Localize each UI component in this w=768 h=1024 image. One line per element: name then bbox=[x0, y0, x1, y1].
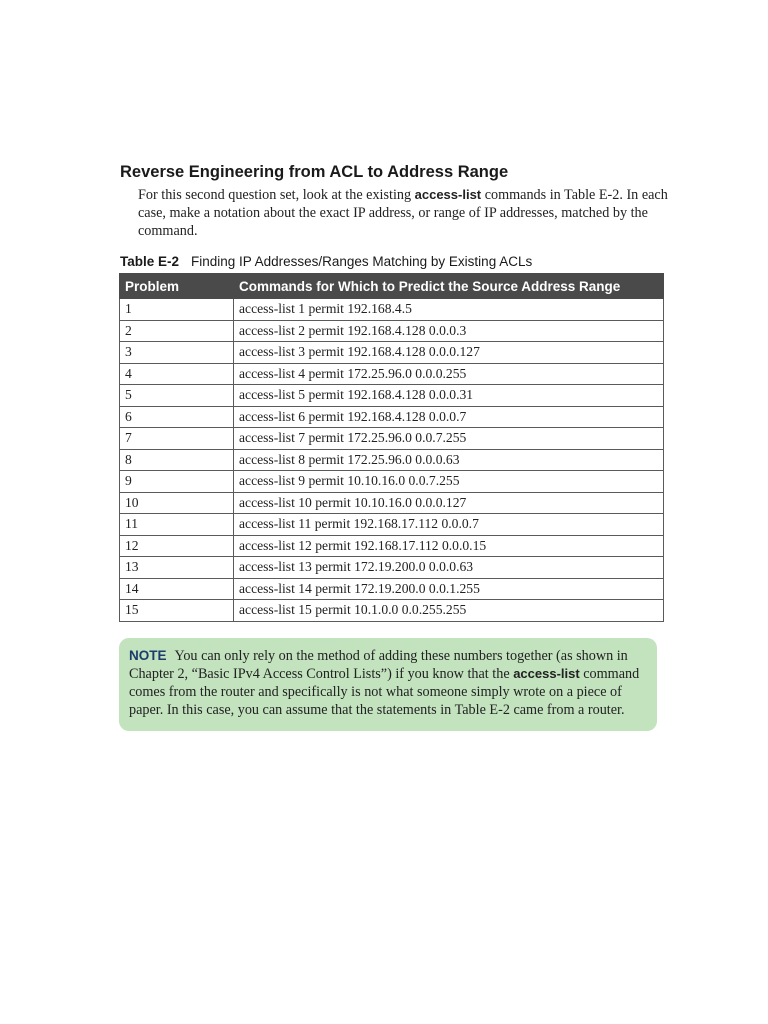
table-row bbox=[120, 492, 664, 514]
problem-number-cell: 7 bbox=[120, 428, 234, 450]
problem-number-cell: 4 bbox=[120, 363, 234, 385]
acl-command-cell: access-list 1 permit 192.168.4.5 bbox=[234, 299, 664, 321]
acl-command-cell: access-list 2 permit 192.168.4.128 0.0.0.3 bbox=[234, 320, 664, 342]
note-text-before: You can only rely on the method of adding these numbers together (as shown in Chapter 2, “Basic IPv4 Access Control Lists”) if you know that the bbox=[129, 648, 628, 682]
table-header-row bbox=[120, 274, 664, 299]
table-row bbox=[120, 471, 664, 493]
note-label: NOTE bbox=[129, 648, 167, 663]
table-row bbox=[120, 299, 664, 321]
table-row bbox=[120, 363, 664, 385]
intro-text-before: For this second question set, look at the existing bbox=[138, 187, 415, 203]
intro-command-keyword: access-list bbox=[414, 187, 482, 202]
table-row bbox=[120, 320, 664, 342]
acl-command-cell: access-list 10 permit 10.10.16.0 0.0.0.127 bbox=[234, 492, 664, 514]
problem-number-cell: 6 bbox=[120, 406, 234, 428]
table-row bbox=[120, 449, 664, 471]
table-row bbox=[120, 406, 664, 428]
acl-command-cell: access-list 14 permit 172.19.200.0 0.0.1.255 bbox=[234, 578, 664, 600]
problem-number-cell: 14 bbox=[120, 578, 234, 600]
intro-paragraph bbox=[138, 186, 668, 240]
acl-command-cell: access-list 11 permit 192.168.17.112 0.0.0.7 bbox=[234, 514, 664, 536]
table-row bbox=[120, 342, 664, 364]
section-heading: Reverse Engineering from ACL to Address Range bbox=[120, 163, 509, 181]
note-box bbox=[119, 638, 657, 731]
header-commands: Commands for Which to Predict the Source Address Range bbox=[234, 274, 664, 299]
problem-number-cell: 3 bbox=[120, 342, 234, 364]
acl-table-body bbox=[120, 299, 664, 622]
table-caption-number: Table E-2 bbox=[120, 254, 180, 269]
acl-command-cell: access-list 5 permit 192.168.4.128 0.0.0.31 bbox=[234, 385, 664, 407]
table-row bbox=[120, 578, 664, 600]
problem-number-cell: 9 bbox=[120, 471, 234, 493]
acl-command-cell: access-list 8 permit 172.25.96.0 0.0.0.63 bbox=[234, 449, 664, 471]
table-caption bbox=[120, 254, 532, 269]
table-caption-text: Finding IP Addresses/Ranges Matching by Existing ACLs bbox=[191, 254, 533, 269]
table-row bbox=[120, 600, 664, 622]
problem-number-cell: 11 bbox=[120, 514, 234, 536]
acl-command-cell: access-list 3 permit 192.168.4.128 0.0.0.127 bbox=[234, 342, 664, 364]
acl-table bbox=[119, 273, 664, 622]
acl-command-cell: access-list 4 permit 172.25.96.0 0.0.0.255 bbox=[234, 363, 664, 385]
acl-command-cell: access-list 12 permit 192.168.17.112 0.0.0.15 bbox=[234, 535, 664, 557]
acl-command-cell: access-list 15 permit 10.1.0.0 0.0.255.255 bbox=[234, 600, 664, 622]
table-row bbox=[120, 557, 664, 579]
problem-number-cell: 1 bbox=[120, 299, 234, 321]
problem-number-cell: 13 bbox=[120, 557, 234, 579]
table-row bbox=[120, 514, 664, 536]
problem-number-cell: 2 bbox=[120, 320, 234, 342]
note-text-after: command comes from the router and specifically is not what someone simply wrote on a piece of paper. In this case, you can assume that the statements in Table E-2 came from a router. bbox=[129, 666, 640, 718]
header-problem: Problem bbox=[120, 274, 234, 299]
problem-number-cell: 8 bbox=[120, 449, 234, 471]
problem-number-cell: 10 bbox=[120, 492, 234, 514]
table-row bbox=[120, 385, 664, 407]
intro-text-after: commands in Table E-2. In each case, make a notation about the exact IP address, or range of IP addresses, matched by the command. bbox=[138, 187, 668, 239]
acl-command-cell: access-list 7 permit 172.25.96.0 0.0.7.255 bbox=[234, 428, 664, 450]
acl-command-cell: access-list 13 permit 172.19.200.0 0.0.0.63 bbox=[234, 557, 664, 579]
table-row bbox=[120, 428, 664, 450]
problem-number-cell: 12 bbox=[120, 535, 234, 557]
acl-command-cell: access-list 9 permit 10.10.16.0 0.0.7.255 bbox=[234, 471, 664, 493]
problem-number-cell: 15 bbox=[120, 600, 234, 622]
note-command-keyword: access-list bbox=[513, 666, 580, 681]
problem-number-cell: 5 bbox=[120, 385, 234, 407]
table-row bbox=[120, 535, 664, 557]
acl-command-cell: access-list 6 permit 192.168.4.128 0.0.0.7 bbox=[234, 406, 664, 428]
